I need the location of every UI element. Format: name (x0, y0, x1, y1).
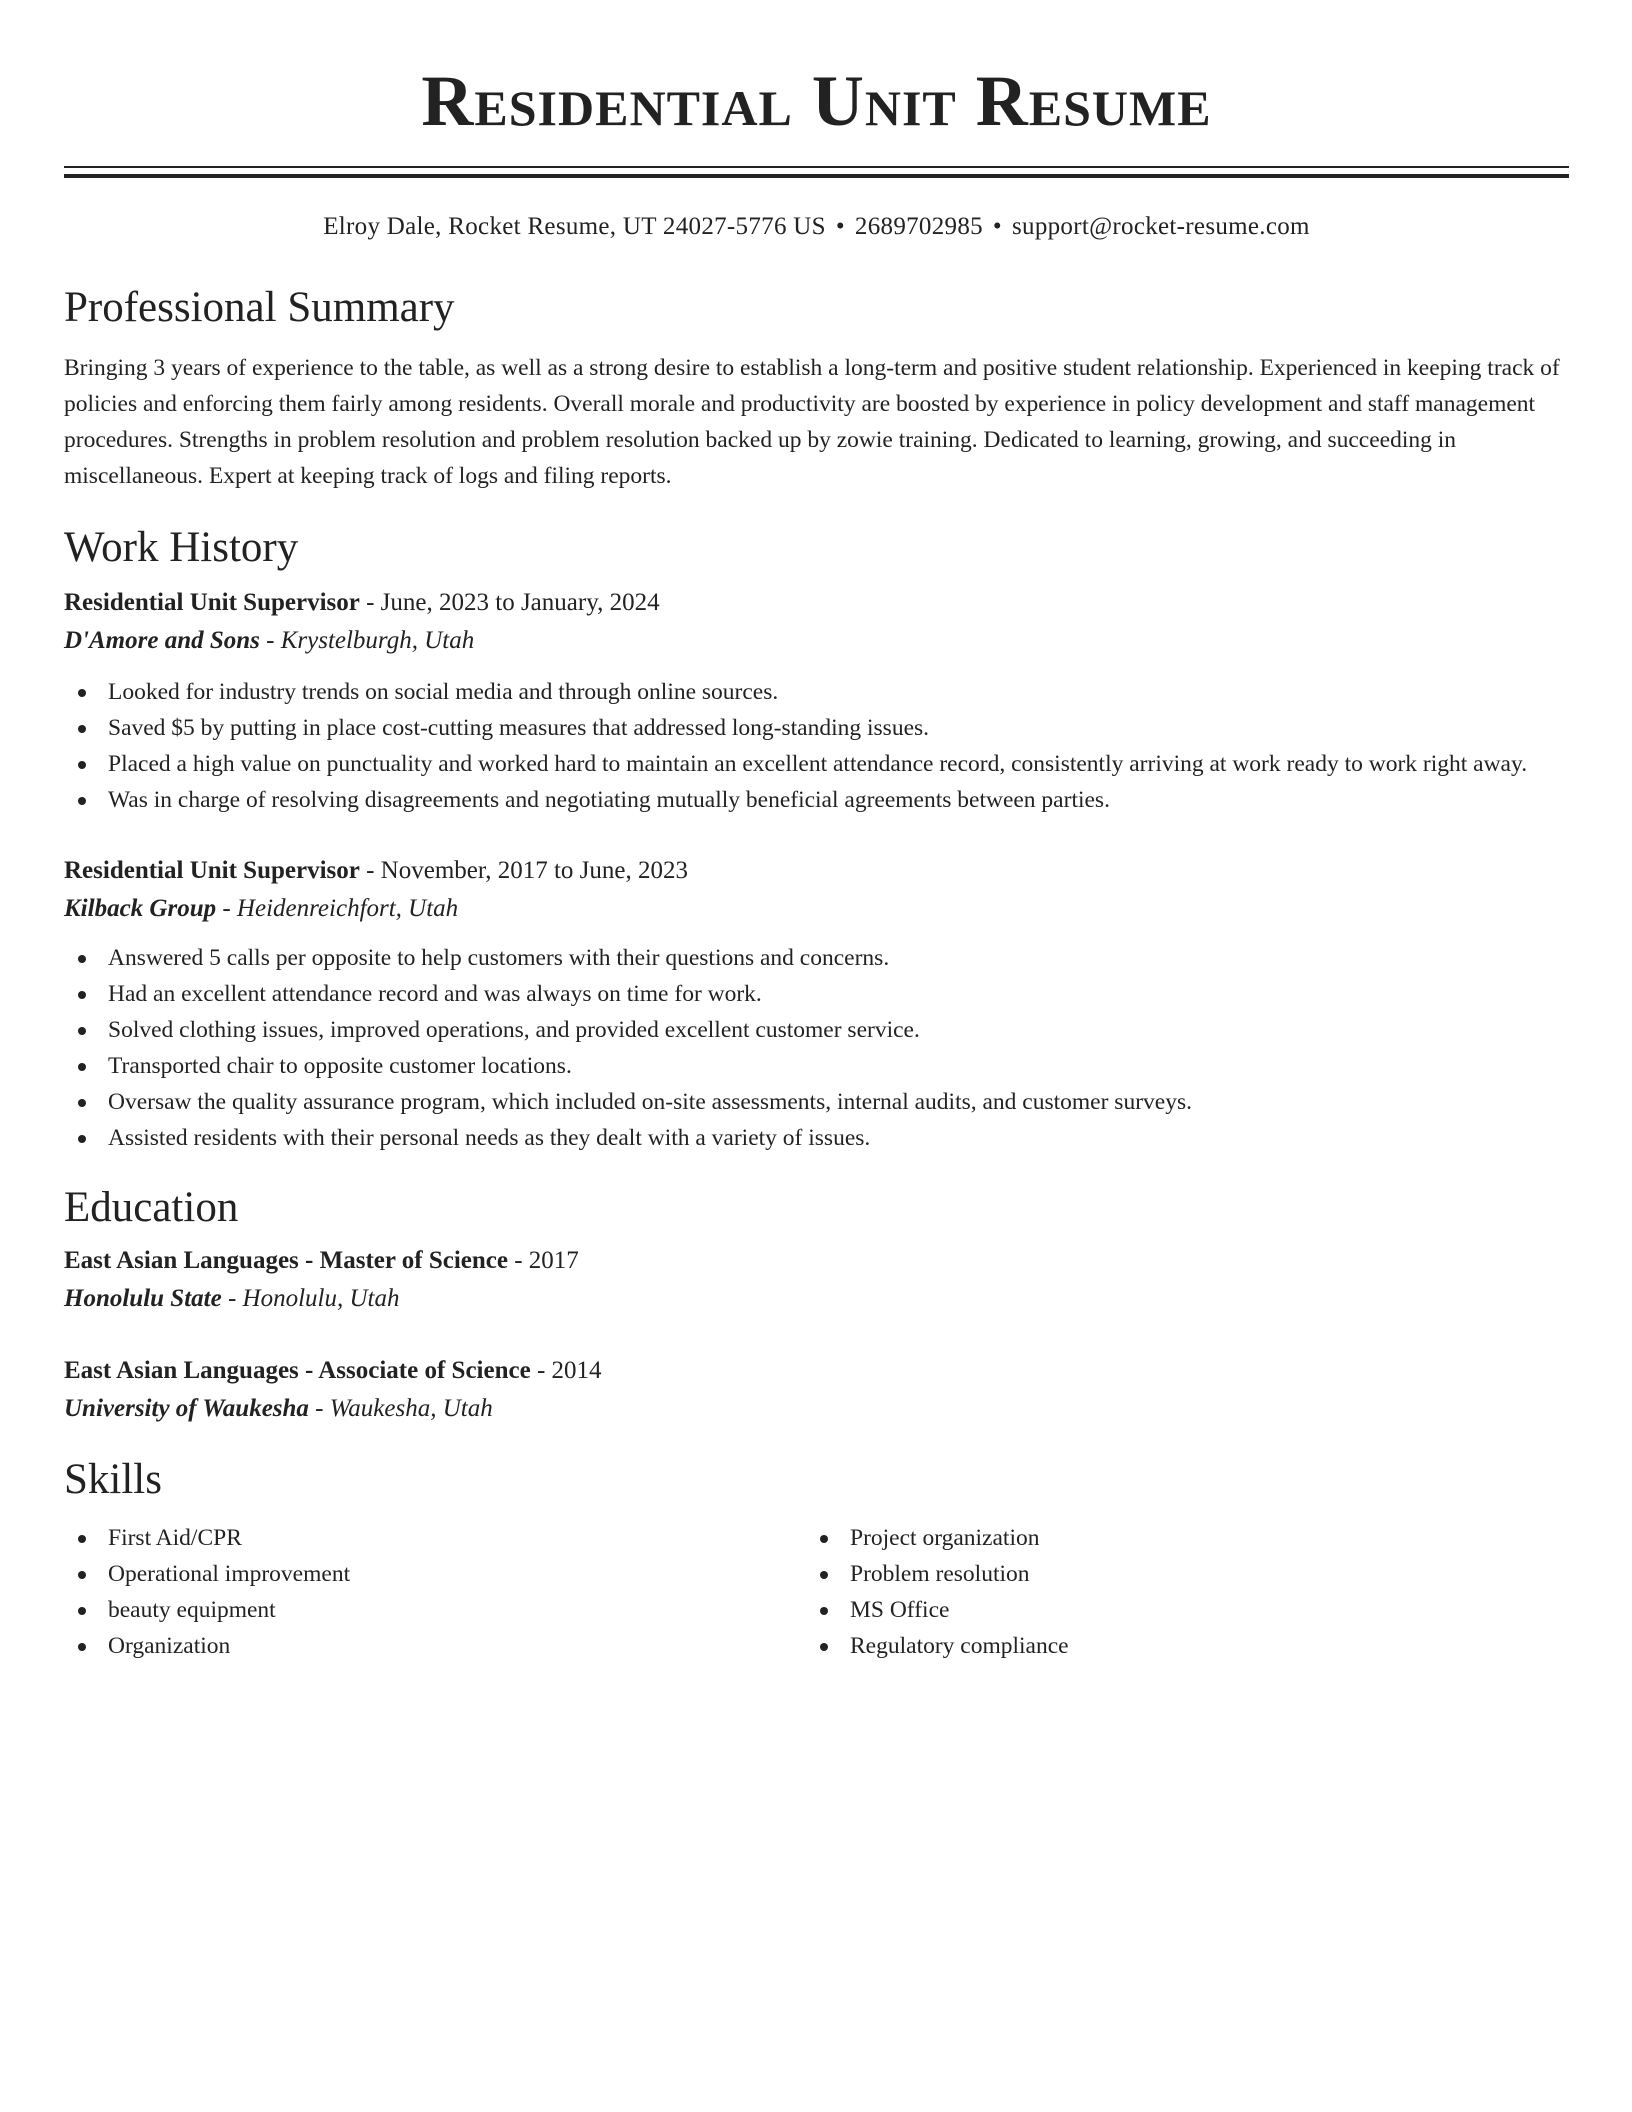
bullet-icon (78, 725, 86, 733)
list-item-text: Placed a high value on punctuality and worked hard to maintain an excellent attendance record, consistently arriving at work ready to work right away. (108, 751, 1528, 777)
skills-grid (64, 1520, 1569, 1664)
degree-year: - 2017 (507, 1247, 579, 1274)
job-dates: - June, 2023 to January, 2024 (359, 589, 660, 616)
section-heading-summary: Professional Summary (64, 284, 455, 331)
list-item-text: Was in charge of resolving disagreements and negotiating mutually beneficial agreements between parties. (108, 787, 1110, 813)
list-item (64, 746, 1569, 782)
list-item-text: Oversaw the quality assurance program, which included on-site assessments, internal audits, and customer surveys. (108, 1089, 1192, 1115)
bullet-icon (78, 1063, 86, 1071)
contact-separator: • (835, 213, 845, 240)
list-item-text: Looked for industry trends on social media and through online sources. (108, 679, 779, 705)
school-name: University of Waukesha (64, 1395, 309, 1422)
bullet-icon (78, 689, 86, 697)
skill-item (64, 1520, 806, 1556)
company-location: - Heidenreichfort, Utah (216, 895, 459, 922)
contact-line (64, 212, 1569, 242)
list-item (64, 940, 1569, 976)
bullet-icon (78, 1607, 86, 1615)
skill-text: First Aid/CPR (108, 1525, 242, 1551)
company-location: - Krystelburgh, Utah (259, 627, 475, 654)
school-name: Honolulu State (64, 1285, 222, 1312)
skills-column-right (806, 1520, 1548, 1664)
contact-email[interactable]: support@rocket-resume.com (1011, 213, 1310, 240)
company-name: D'Amore and Sons (64, 627, 260, 654)
list-item-text: Answered 5 calls per opposite to help customers with their questions and concerns. (108, 945, 890, 971)
skill-text: Problem resolution (850, 1561, 1030, 1587)
list-item-text: Had an excellent attendance record and was always on time for work. (108, 981, 762, 1007)
skill-text: Regulatory compliance (850, 1633, 1069, 1659)
bullet-icon (820, 1607, 828, 1615)
summary-text: Bringing 3 years of experience to the table, as well as a strong desire to establish a long-term and positive student relationship. Experienced in keeping track of policies and enforcing them fairly among residents. Overall morale and productivity are boosted by experience in policy development and staff management procedures. Strengths in problem resolution and problem resolution backed up by zowie training. Dedicated to learning, growing, and succeeding in miscellaneous. Expert at keeping track of logs and filing reports. (64, 355, 1560, 489)
company-line (64, 890, 1569, 928)
bullet-icon (78, 1535, 86, 1543)
list-item (64, 1084, 1569, 1120)
skill-item (806, 1556, 1548, 1592)
list-item-text: Saved $5 by putting in place cost-cutting measures that addressed long-standing issues. (108, 715, 930, 741)
skill-item (806, 1628, 1548, 1664)
list-item (64, 674, 1569, 710)
bullet-icon (78, 1099, 86, 1107)
skill-text: MS Office (850, 1597, 950, 1623)
bullet-icon (78, 955, 86, 963)
school-line (64, 1280, 1569, 1318)
list-item-text: Transported chair to opposite customer locations. (108, 1053, 572, 1079)
company-name: Kilback Group (64, 895, 217, 922)
list-item (64, 710, 1569, 746)
title-divider-thick (64, 174, 1569, 178)
job-title-line (64, 852, 1569, 890)
list-item (64, 782, 1569, 818)
skill-item (64, 1592, 806, 1628)
bullet-icon (820, 1643, 828, 1651)
job-entry (64, 584, 1569, 818)
skill-text: Operational improvement (108, 1561, 351, 1587)
contact-address: Elroy Dale, Rocket Resume, UT 24027-5776 US (323, 213, 826, 240)
list-item-text: Assisted residents with their personal needs as they dealt with a variety of issues. (108, 1125, 871, 1151)
skill-item (806, 1592, 1548, 1628)
skill-text: Organization (108, 1633, 231, 1659)
school-line (64, 1390, 1569, 1428)
job-entry (64, 852, 1569, 1156)
skill-text: beauty equipment (108, 1597, 276, 1623)
bullet-icon (78, 991, 86, 999)
education-entry (64, 1352, 1569, 1428)
title-divider-thin (64, 166, 1569, 168)
bullet-icon (78, 1643, 86, 1651)
degree-name: East Asian Languages - Associate of Science (64, 1357, 531, 1384)
bullet-icon (78, 1027, 86, 1035)
education-entry (64, 1242, 1569, 1318)
company-line (64, 622, 1569, 660)
job-title-line (64, 584, 1569, 622)
bullet-icon (820, 1535, 828, 1543)
contact-phone: 2689702985 (854, 213, 983, 240)
skill-item (64, 1628, 806, 1664)
school-location: - Waukesha, Utah (308, 1395, 493, 1422)
degree-year: - 2014 (530, 1357, 602, 1384)
bullet-icon (78, 797, 86, 805)
skill-item (64, 1556, 806, 1592)
skills-column-left (64, 1520, 806, 1664)
job-dates: - November, 2017 to June, 2023 (359, 857, 688, 884)
job-bullets (64, 940, 1569, 1156)
degree-name: East Asian Languages - Master of Science (64, 1247, 508, 1274)
section-heading-skills: Skills (64, 1456, 162, 1503)
list-item (64, 1012, 1569, 1048)
school-location: - Honolulu, Utah (221, 1285, 400, 1312)
skill-text: Project organization (850, 1525, 1040, 1551)
job-title: Residential Unit Supervisor (64, 589, 360, 616)
degree-line (64, 1352, 1569, 1390)
list-item (64, 976, 1569, 1012)
section-heading-work-history: Work History (64, 524, 299, 571)
list-item (64, 1048, 1569, 1084)
degree-line (64, 1242, 1569, 1280)
bullet-icon (78, 761, 86, 769)
list-item (64, 1120, 1569, 1156)
bullet-icon (820, 1571, 828, 1579)
resume-page (64, 0, 1569, 1664)
bullet-icon (78, 1571, 86, 1579)
job-bullets (64, 674, 1569, 818)
contact-separator: • (992, 213, 1002, 240)
resume-title: Residential Unit Resume (421, 61, 1212, 141)
section-heading-education: Education (64, 1184, 239, 1231)
job-title: Residential Unit Supervisor (64, 857, 360, 884)
skill-item (806, 1520, 1548, 1556)
list-item-text: Solved clothing issues, improved operations, and provided excellent customer service. (108, 1017, 920, 1043)
bullet-icon (78, 1135, 86, 1143)
